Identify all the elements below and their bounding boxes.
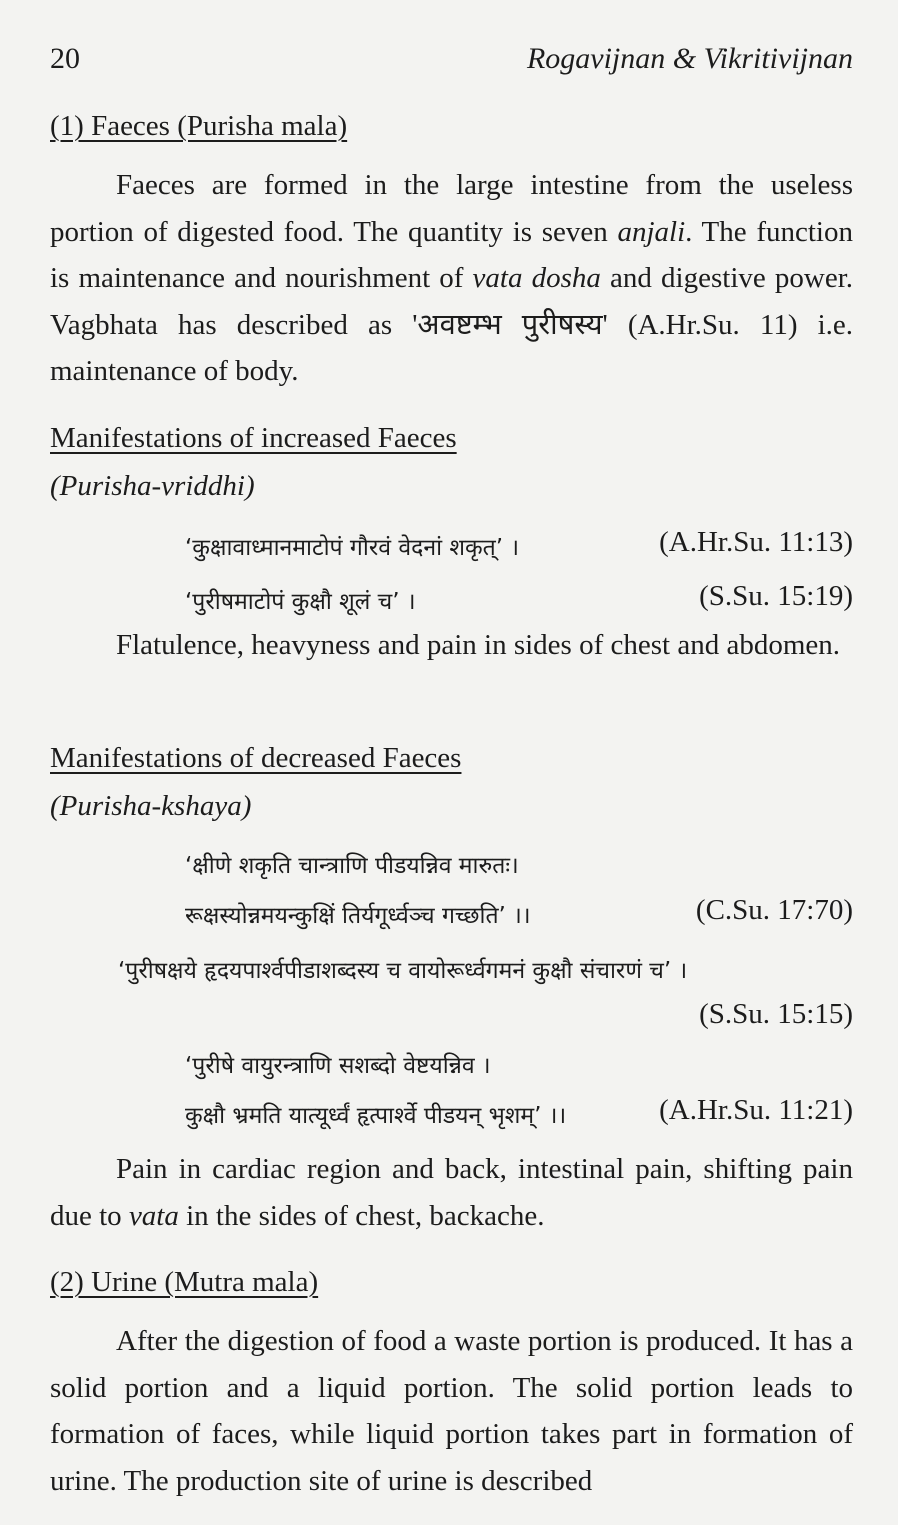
book-page: [50, 0, 853, 1525]
paragraph-urine-intro: After the digestion of food a waste portion is produced. It has a solid portion and a liquid portion. The solid portion leads to formation of faces, while liquid portion takes part in formation of urine. The production site of urine is described: [50, 1325, 853, 1497]
verse-reference: (A.Hr.Su. 11:13): [659, 526, 853, 558]
section-heading-urine: (2) Urine (Mutra mala): [50, 1266, 319, 1298]
sanskrit-verse: ‘पुरीषे वायुरन्त्राणि सशब्दो वेष्टयन्निव ।: [185, 1053, 491, 1079]
sanskrit-verse: ‘पुरीषमाटोपं कुक्षौ शूलं च’ ।: [185, 589, 416, 615]
page-header: [50, 42, 853, 82]
sanskrit-verse: ‘पुरीषक्षये हृदयपार्श्वपीडाशब्दस्य च वायोरूर्ध्वगमनं कुक्षौ संचारणं च’ ।: [118, 958, 688, 984]
sanskrit-verse: रूक्षस्योन्नमयन्कुक्षिं तिर्यगूर्ध्वञ्च गच्छति’ ।।: [185, 903, 531, 929]
running-title: Rogavijnan & Vikritivijnan: [526, 42, 853, 75]
verse-reference: (S.Su. 15:15): [699, 998, 853, 1030]
verse-reference: (A.Hr.Su. 11:21): [659, 1094, 853, 1126]
heading-increased-faeces: Manifestations of increased Faeces: [50, 422, 457, 454]
paragraph-increased-effects: Flatulence, heavyness and pain in sides of chest and abdomen.: [116, 629, 840, 661]
sanskrit-verse: कुक्षौ भ्रमति यात्यूर्ध्वं हृत्पार्श्वे पीडयन् भृशम्’ ।।: [185, 1103, 567, 1129]
verse-reference: (S.Su. 15:19): [699, 580, 853, 612]
heading-decreased-faeces: Manifestations of decreased Faeces: [50, 742, 462, 774]
page-number: 20: [50, 42, 80, 75]
sanskrit-verse: ‘क्षीणे शकृति चान्त्राणि पीडयन्निव मारुतः।: [185, 853, 519, 879]
sanskrit-verse: ‘कुक्षावाध्मानमाटोपं गौरवं वेदनां शकृत्’ ।: [185, 535, 520, 561]
subheading-purisha-vriddhi: (Purisha-vriddhi): [50, 470, 255, 502]
paragraph-faeces-intro: Faeces are formed in the large intestine from the useless portion of digested food. The quantity is seven anjali. The function is maintenance and nourishment of vata dosha and digestive power. Vagbhata has described as 'अवष्टम्भ पुरीषस्य' (A.Hr.Su. 11) i.e. maintenance of body.: [50, 169, 853, 387]
section-heading-faeces: (1) Faeces (Purisha mala): [50, 110, 348, 142]
paragraph-decreased-effects: Pain in cardiac region and back, intestinal pain, shifting pain due to vata in the sides of chest, backache.: [50, 1153, 853, 1232]
verse-reference: (C.Su. 17:70): [695, 894, 853, 926]
subheading-purisha-kshaya: (Purisha-kshaya): [50, 790, 252, 822]
